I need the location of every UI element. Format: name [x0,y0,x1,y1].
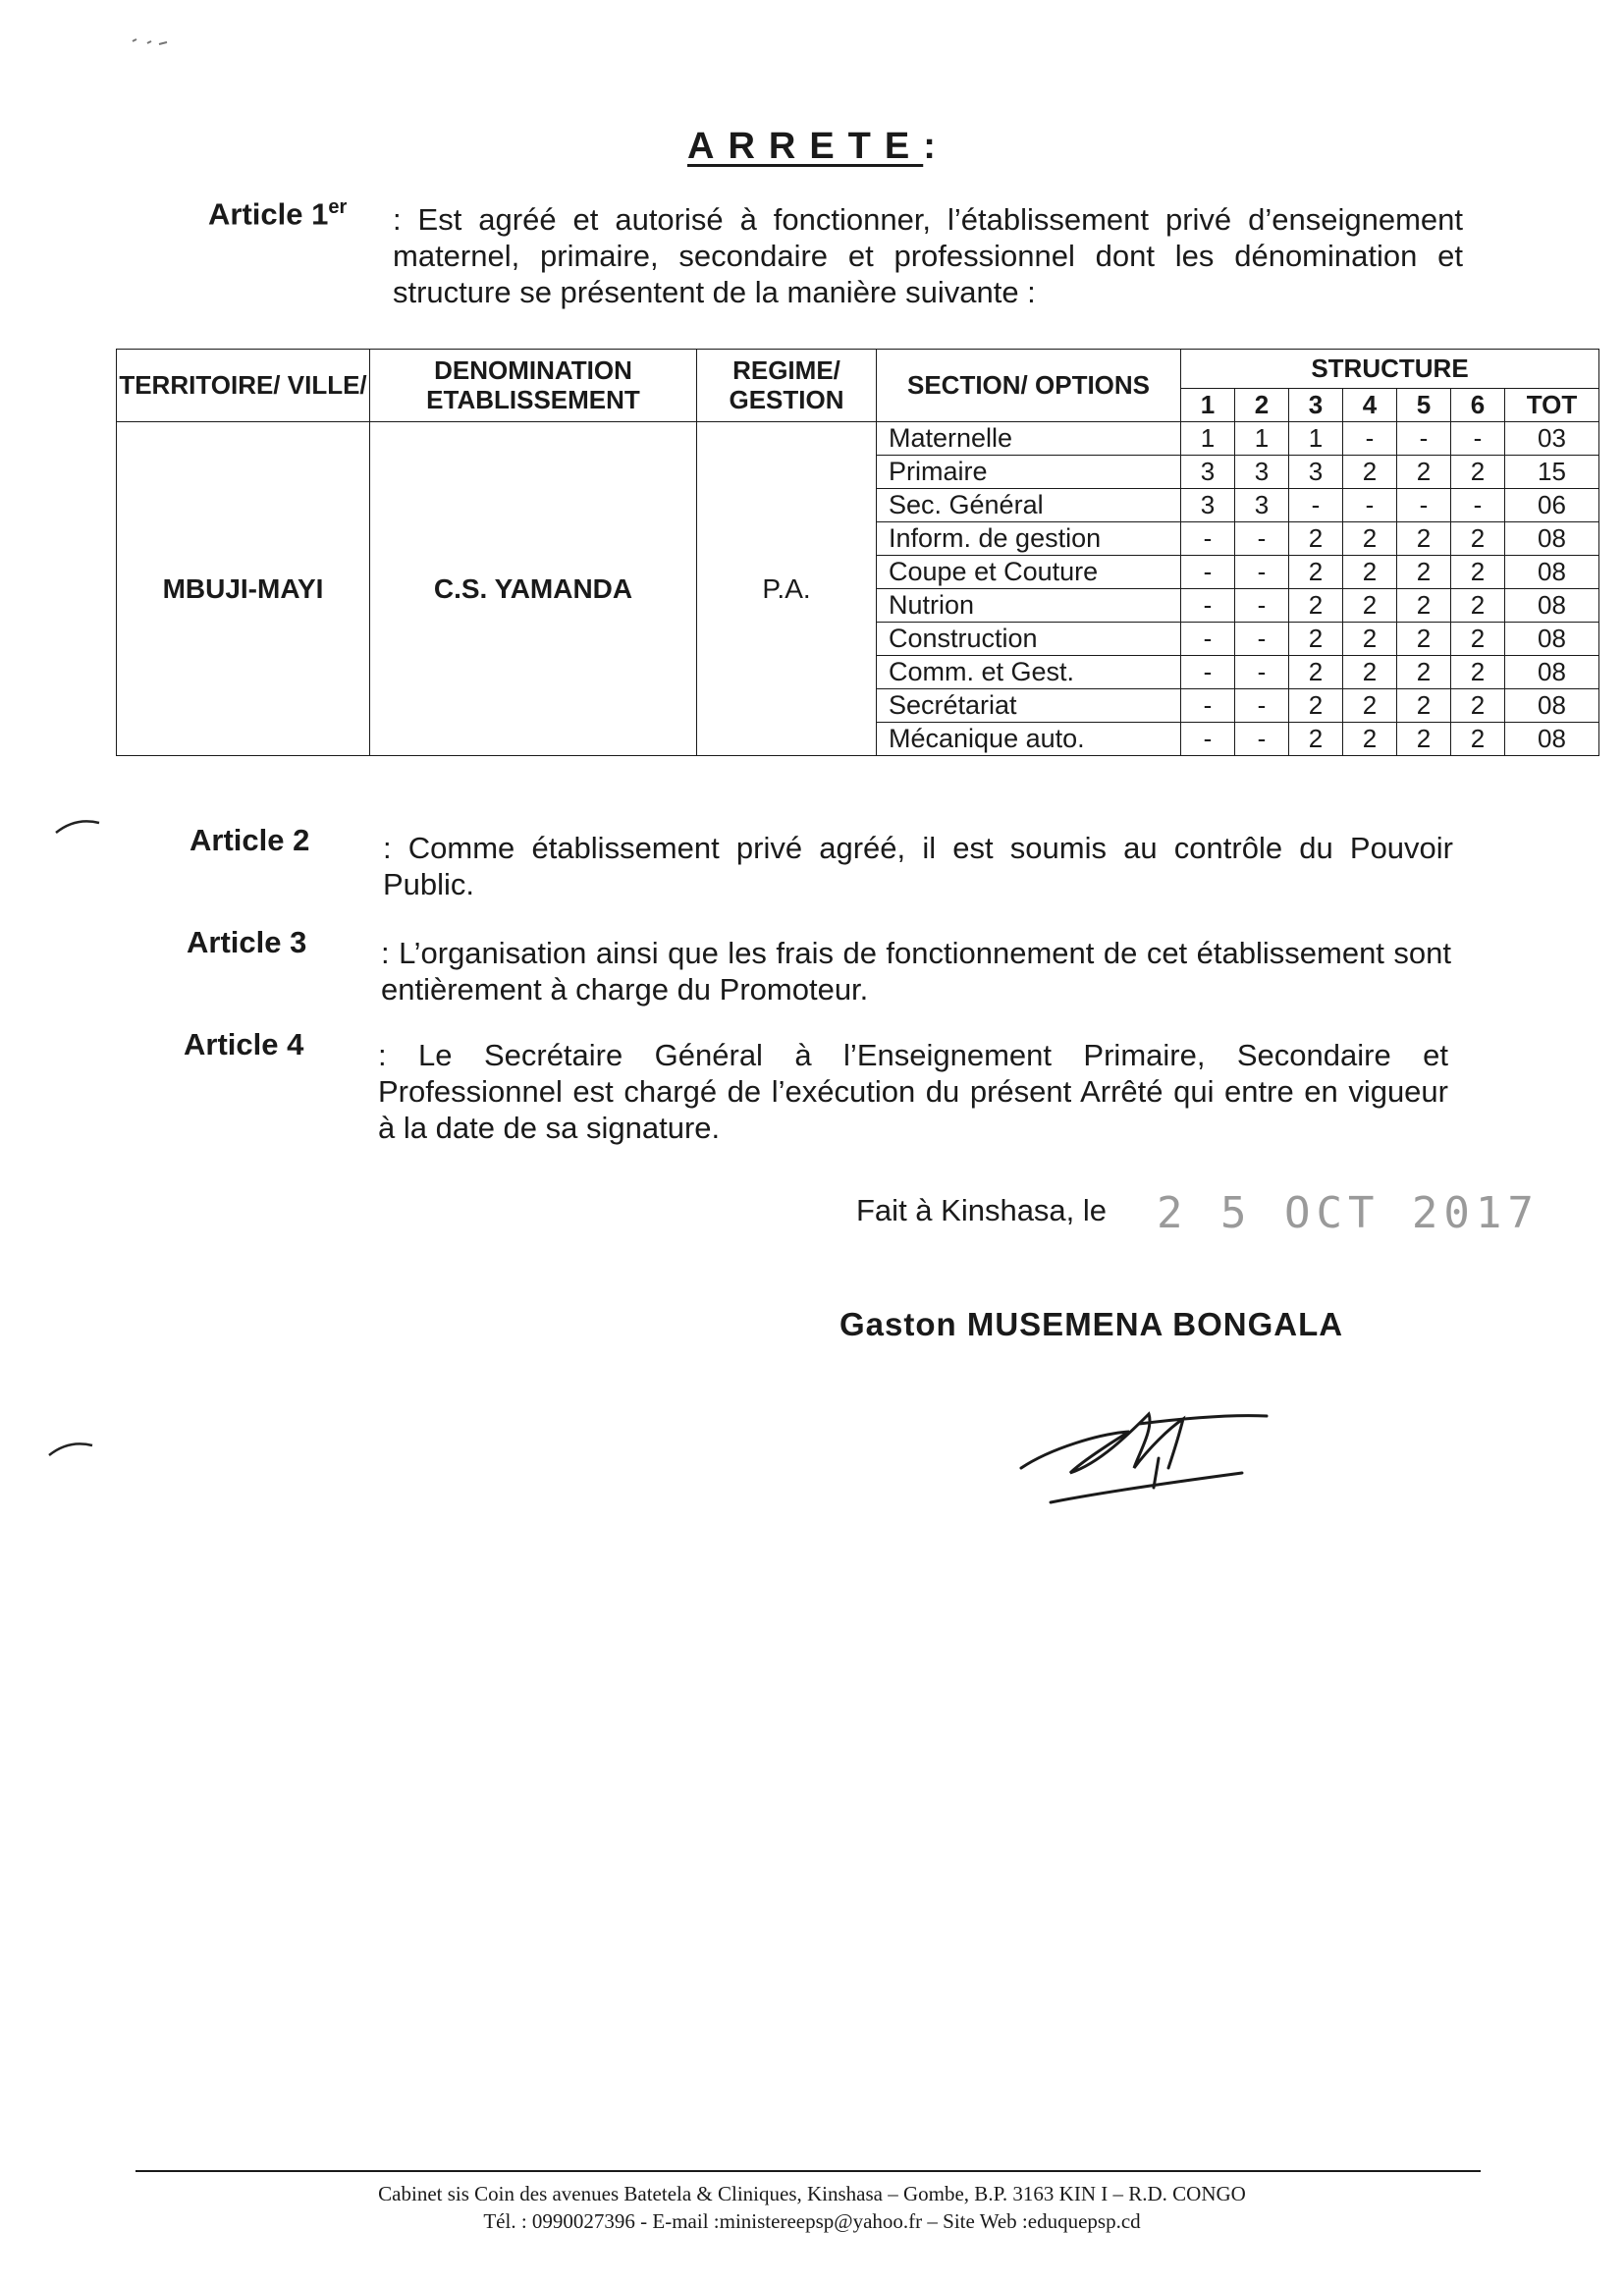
year-cell: 2 [1397,556,1451,589]
article-1-text: : Est agréé et autorisé à fonctionner, l’établissement privé d’enseignement maternel, primaire, secondaire et professionnel dont les dénomination et structure se présentent de la manière suivante : [393,202,1463,310]
year-cell: - [1289,489,1343,522]
year-cell: - [1235,656,1289,689]
header-year-1: 1 [1181,389,1235,422]
year-cell: - [1181,623,1235,656]
tot-cell: 08 [1505,522,1599,556]
margin-arc-mark [54,813,103,837]
header-year-4: 4 [1343,389,1397,422]
year-cell: 2 [1289,656,1343,689]
year-cell: - [1397,422,1451,456]
year-cell: 2 [1289,556,1343,589]
header-territoire: TERRITOIRE/ VILLE/ [117,350,370,422]
signer-name: Gaston MUSEMENA BONGALA [839,1306,1344,1342]
tot-cell: 08 [1505,689,1599,723]
option-cell: Primaire [877,456,1181,489]
year-cell: - [1181,656,1235,689]
year-cell: 1 [1181,422,1235,456]
year-cell: - [1181,723,1235,756]
year-cell: - [1397,489,1451,522]
year-cell: 3 [1235,456,1289,489]
header-section: SECTION/ OPTIONS [877,350,1181,422]
year-cell: 2 [1397,623,1451,656]
year-cell: 2 [1289,689,1343,723]
year-cell: 2 [1397,522,1451,556]
option-cell: Coupe et Couture [877,556,1181,589]
year-cell: - [1235,723,1289,756]
option-cell: Sec. Général [877,489,1181,522]
header-year-2: 2 [1235,389,1289,422]
territoire-cell: MBUJI-MAYI [117,422,370,756]
tot-cell: 15 [1505,456,1599,489]
article-3-text: : L’organisation ainsi que les frais de fonctionnement de cet établissement sont entièrement à charge du Promoteur. [381,936,1451,1007]
year-cell: 3 [1235,489,1289,522]
header-structure: STRUCTURE [1181,350,1599,389]
article-2-text: : Comme établissement privé agréé, il est soumis au contrôle du Pouvoir Public. [383,831,1453,902]
year-cell: - [1235,589,1289,623]
article-2-label: Article 2 [189,823,310,857]
year-cell: - [1181,522,1235,556]
year-cell: 2 [1451,456,1505,489]
year-cell: - [1181,556,1235,589]
tot-cell: 03 [1505,422,1599,456]
header-year-6: 6 [1451,389,1505,422]
year-cell: - [1343,489,1397,522]
year-cell: - [1451,422,1505,456]
year-cell: 2 [1343,623,1397,656]
year-cell: 2 [1397,656,1451,689]
year-cell: 2 [1397,723,1451,756]
margin-arc-mark [47,1436,96,1459]
year-cell: - [1235,556,1289,589]
place-and-date-label: Fait à Kinshasa, le [856,1193,1108,1227]
tot-cell: 08 [1505,556,1599,589]
tot-cell: 08 [1505,589,1599,623]
year-cell: 2 [1451,656,1505,689]
year-cell: 2 [1451,522,1505,556]
header-tot: TOT [1505,389,1599,422]
year-cell: 2 [1343,556,1397,589]
year-cell: 2 [1451,689,1505,723]
year-cell: - [1451,489,1505,522]
footer-address: Cabinet sis Coin des avenues Batetela & Cliniques, Kinshasa – Gombe, B.P. 3163 KIN I – R.D. CONGO [378,2182,1246,2205]
structure-table [116,349,1599,756]
year-cell: 2 [1343,689,1397,723]
year-cell: 3 [1181,489,1235,522]
option-cell: Nutrion [877,589,1181,623]
year-cell: 2 [1289,623,1343,656]
tot-cell: 06 [1505,489,1599,522]
tot-cell: 08 [1505,623,1599,656]
year-cell: 2 [1343,589,1397,623]
option-cell: Maternelle [877,422,1181,456]
year-cell: - [1181,689,1235,723]
year-cell: 2 [1451,556,1505,589]
year-cell: - [1235,522,1289,556]
option-cell: Mécanique auto. [877,723,1181,756]
year-cell: 3 [1181,456,1235,489]
regime-cell: P.A. [697,422,877,756]
article-4-text: : Le Secrétaire Général à l’Enseignement Primaire, Secondaire et Professionnel est chargé de l’exécution du présent Arrêté qui entre en vigueur à la date de sa signature. [378,1038,1448,1146]
header-year-5: 5 [1397,389,1451,422]
article-4-label: Article 4 [184,1027,304,1061]
year-cell: 2 [1343,723,1397,756]
year-cell: 2 [1289,522,1343,556]
year-cell: - [1343,422,1397,456]
document-title: ARRETE: [687,126,949,167]
scan-speck-mark [128,29,187,49]
footer-divider [135,2170,1481,2172]
year-cell: 3 [1289,456,1343,489]
option-cell: Comm. et Gest. [877,656,1181,689]
year-cell: 1 [1235,422,1289,456]
year-cell: 2 [1397,589,1451,623]
header-year-3: 3 [1289,389,1343,422]
year-cell: - [1235,689,1289,723]
denomination-cell: C.S. YAMANDA [370,422,697,756]
article-1-label: Article 1er [208,196,348,232]
header-denomination: DENOMINATION ETABLISSEMENT [370,350,697,422]
year-cell: 2 [1451,589,1505,623]
handwritten-signature [1011,1375,1306,1522]
year-cell: 2 [1397,456,1451,489]
year-cell: 2 [1451,623,1505,656]
article-3-label: Article 3 [187,925,307,959]
tot-cell: 08 [1505,656,1599,689]
date-stamp: 2 5 OCT 2017 [1157,1188,1540,1238]
footer-contact: Tél. : 0990027396 - E-mail :ministereepsp@yahoo.fr – Site Web :eduquepsp.cd [483,2209,1141,2233]
year-cell: 2 [1289,723,1343,756]
header-regime: REGIME/ GESTION [697,350,877,422]
year-cell: - [1235,623,1289,656]
year-cell: 2 [1451,723,1505,756]
year-cell: 2 [1343,656,1397,689]
year-cell: 2 [1343,522,1397,556]
option-cell: Secrétariat [877,689,1181,723]
year-cell: 2 [1397,689,1451,723]
option-cell: Inform. de gestion [877,522,1181,556]
year-cell: 1 [1289,422,1343,456]
year-cell: 2 [1343,456,1397,489]
tot-cell: 08 [1505,723,1599,756]
table-row [117,422,1599,456]
year-cell: 2 [1289,589,1343,623]
option-cell: Construction [877,623,1181,656]
year-cell: - [1181,589,1235,623]
